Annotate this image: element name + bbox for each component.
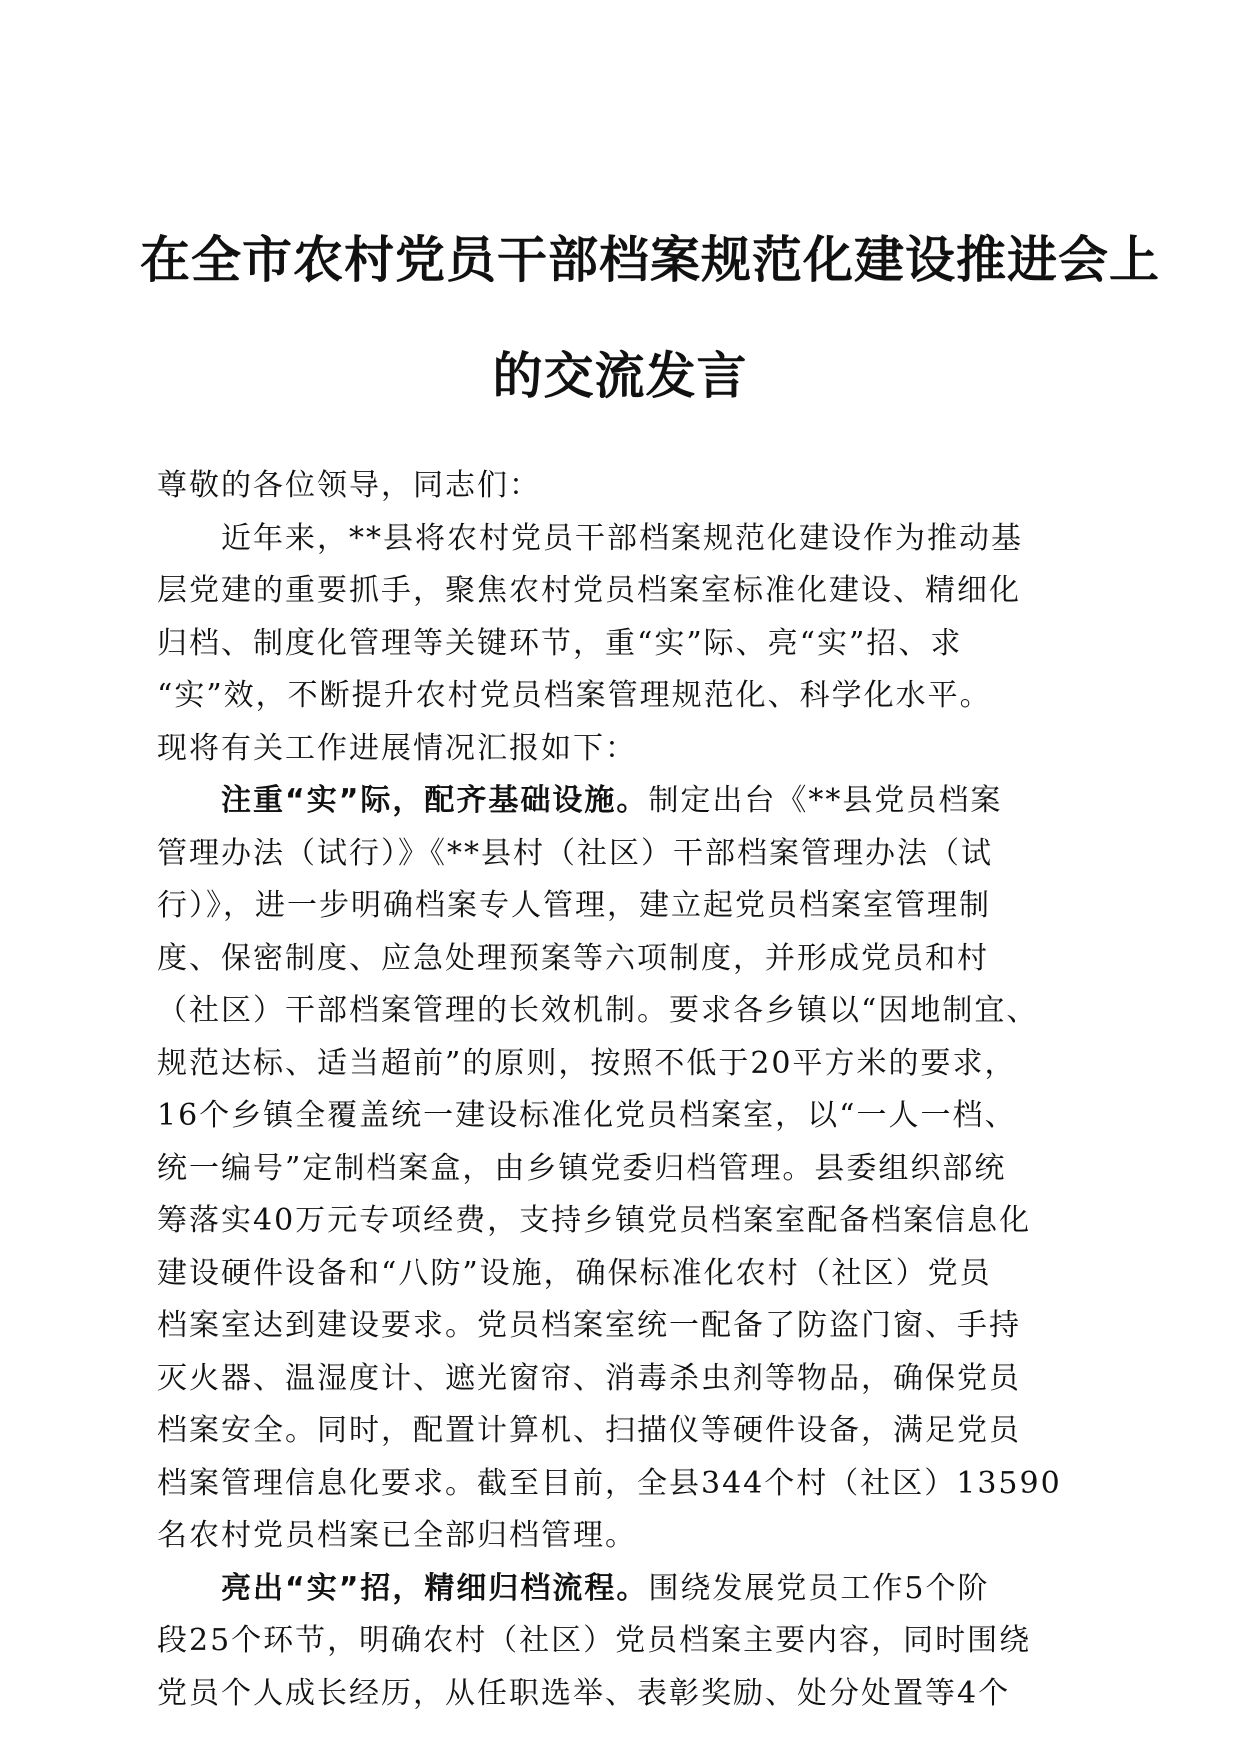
section1-line-14: 档案管理信息化要求。截至目前，全县344个村（社区）13590 [157, 1465, 1062, 1501]
intro-line-4: “实”效，不断提升农村党员档案管理规范化、科学化水平。 [157, 678, 992, 713]
section1-first-line [157, 775, 1083, 828]
section1-line-12: 灭火器、温湿度计、遮光窗帘、消毒杀虫剂等物品，确保党员 [157, 1360, 1021, 1396]
section1-first-line-text: 制定出台《**县党员档案 [648, 783, 1003, 818]
section1-line-9: 筹落实40万元专项经费，支持乡镇党员档案室配备档案信息化 [157, 1203, 1032, 1238]
intro-line-5: 现将有关工作进展情况汇报如下： [157, 730, 637, 766]
intro-line-1: 近年来，**县将农村党员干部档案规范化建设作为推动基 [221, 520, 1023, 556]
section1-line-2: 管理办法（试行）》《**县村（社区）干部档案管理办法（试 [157, 835, 993, 871]
section1-line-15: 名农村党员档案已全部归档管理。 [157, 1518, 637, 1553]
section2-first-line-text: 围绕发展党员工作5个阶 [648, 1570, 990, 1606]
section1-line-6: 规范达标、适当超前”的原则，按照不低于20平方米的要求， [157, 1045, 1017, 1081]
salutation: 尊敬的各位领导，同志们： [157, 468, 541, 503]
section1-line-3: 行）》，进一步明确档案专人管理，建立起党员档案室管理制 [157, 888, 991, 923]
section1-line-7: 16个乡镇全覆盖统一建设标准化党员档案室，以“一人一档、 [157, 1098, 1017, 1133]
section1-line-13: 档案安全。同时，配置计算机、扫描仪等硬件设备，满足党员 [157, 1413, 1021, 1448]
section1-heading: 注重“实”际，配齐基础设施。 [221, 783, 649, 818]
intro-line-2: 层党建的重要抓手，聚焦农村党员档案室标准化建设、精细化 [157, 573, 1021, 608]
document-body [157, 460, 1083, 1720]
section1-line-11: 档案室达到建设要求。党员档案室统一配备了防盗门窗、手持 [157, 1308, 1021, 1343]
document-title-line-1: 在全市农村党员干部档案规范化建设推进会上 [140, 231, 1160, 289]
intro-line-3: 归档、制度化管理等关键环节，重“实”际、亮“实”招、求 [157, 625, 963, 661]
section1-line-4: 度、保密制度、应急处理预案等六项制度，并形成党员和村 [157, 940, 989, 976]
section2-line-2: 段25个环节，明确农村（社区）党员档案主要内容，同时围绕 [157, 1623, 1032, 1658]
section1-line-8: 统一编号”定制档案盒，由乡镇党委归档管理。县委组织部统 [157, 1150, 1007, 1186]
section1-line-10: 建设硬件设备和“八防”设施，确保标准化农村（社区）党员 [157, 1255, 992, 1291]
section1-line-5: （社区）干部档案管理的长效机制。要求各乡镇以“因地制宜、 [157, 993, 1039, 1028]
section2-line-3: 党员个人成长经历，从任职选举、表彰奖励、处分处置等4个 [157, 1675, 1011, 1711]
document-title-line-2: 的交流发言 [492, 347, 748, 405]
section2-heading: 亮出“实”招，精细归档流程。 [221, 1570, 649, 1606]
section2-first-line [157, 1563, 1083, 1616]
